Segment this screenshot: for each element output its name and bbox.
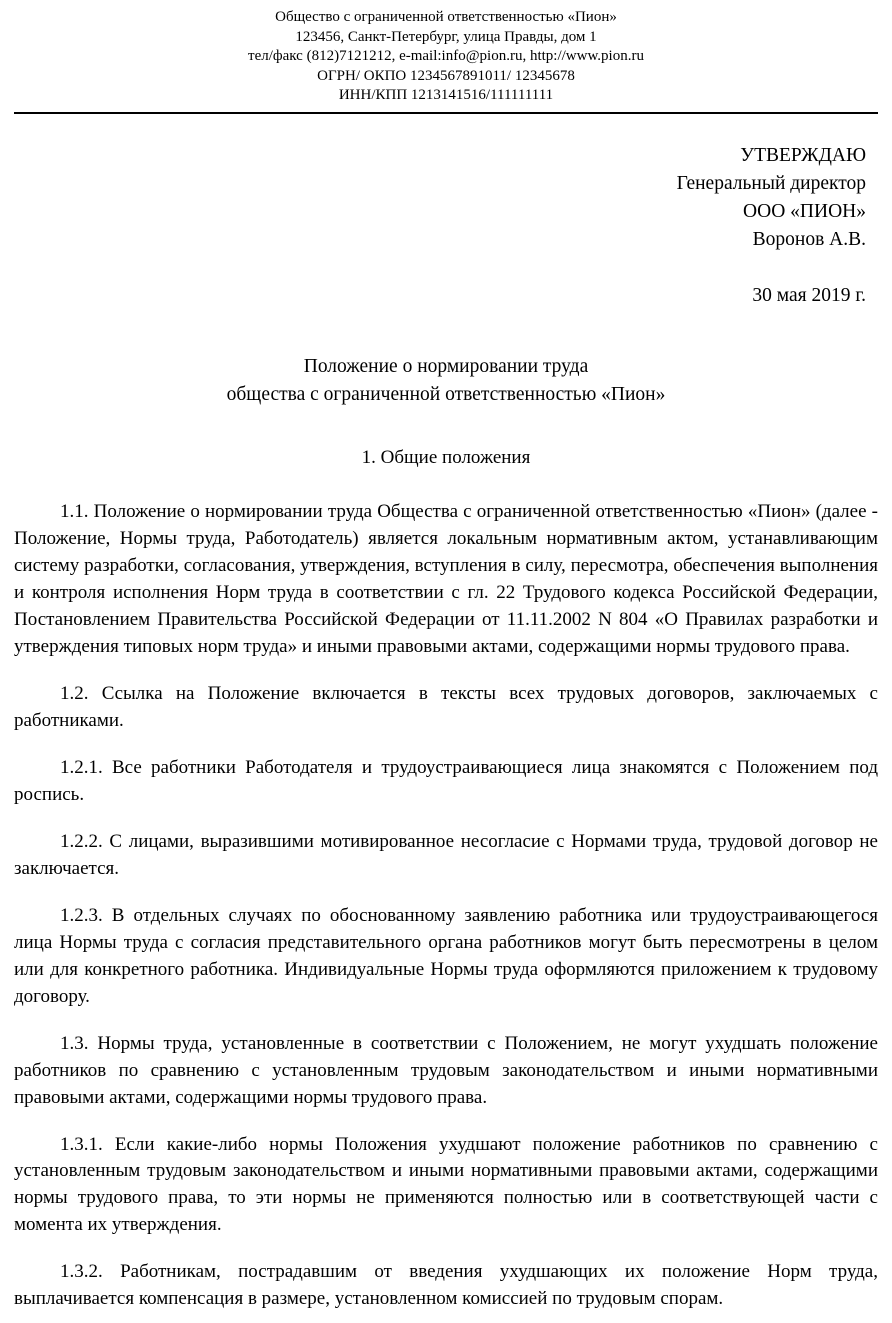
approval-date: 30 мая 2019 г. (752, 284, 866, 306)
letterhead-inn: ИНН/КПП 1213141516/111111111 (338, 87, 554, 103)
letterhead-company: Общество с ограниченной ответственностью «Пион» (275, 9, 617, 25)
document-title-line1: Положение о нормировании труда (303, 355, 589, 377)
document-title-line2: общества с ограниченной ответственностью «Пион» (226, 383, 666, 405)
paragraph-1-3-2: 1.3.2. Работникам, пострадавшим от введения ухудшающих их положение Норм труда, выплачивается компенсация в размере, установленном комиссией по трудовым спорам. (14, 1261, 878, 1310)
letterhead (14, 8, 878, 106)
approval-word: УТВЕРЖДАЮ (740, 144, 866, 166)
approval-organization: ООО «ПИОН» (743, 201, 866, 223)
section-heading: 1. Общие положения (361, 447, 531, 469)
paragraph-1-2: 1.2. Ссылка на Положение включается в тексты всех трудовых договоров, заключаемых с работниками. (14, 682, 878, 731)
letterhead-ogrn: ОГРН/ ОКПО 1234567891011/ 12345678 (317, 67, 575, 84)
letterhead-contacts: тел/факс (812)7121212, e-mail:info@pion.ru, http://www.pion.ru (248, 48, 644, 64)
paragraph-1-2-1: 1.2.1. Все работники Работодателя и трудоустраивающиеся лица знакомятся с Положением под роспись. (14, 756, 878, 805)
paragraph-1-3-1: 1.3.1. Если какие-либо нормы Положения ухудшают положение работников по сравнению с установленным трудовым законодательством и иными нормативными правовыми актами, содержащими нормы трудового права, то эти нормы не применяются полностью или в соответствующей части с момента их утверждения. (14, 1133, 878, 1236)
paragraph-1-3: 1.3. Нормы труда, установленные в соответствии с Положением, не могут ухудшать положение работников по сравнению с установленным трудовым законодательством и иными нормативными правовыми актами, содержащими нормы трудового права. (14, 1032, 878, 1108)
paragraph-1-2-3: 1.2.3. В отдельных случаях по обоснованному заявлению работника или трудоустраивающегося лица Нормы труда с согласия представительного органа работников могут быть пересмотрены в целом или для конкретного работника. Индивидуальные Нормы труда оформляются приложением к трудовому договору. (14, 904, 878, 1007)
paragraph-1-1: 1.1. Положение о нормировании труда Общества с ограниченной ответственностью «Пион» (далее - Положение, Нормы труда, Работодатель) является локальным нормативным актом, устанавливающим систему разработки, согласования, утверждения, вступления в силу, пересмотра, обеспечения выполнения и контроля исполнения Норм труда в соответствии с гл. 22 Трудового кодекса Российской Федерации, Постановлением Правительства Российской Федерации от 11.11.2002 N 804 «О Правилах разработки и утверждения типовых норм труда» и иными правовыми актами, содержащими нормы трудового права. (14, 501, 878, 657)
approval-name: Воронов А.В. (752, 229, 866, 251)
approval-block (14, 142, 878, 255)
paragraph-1-2-2: 1.2.2. С лицами, выразившими мотивированное несогласие с Нормами труда, трудовой договор не заключается. (14, 830, 878, 879)
letterhead-address: 123456, Санкт-Петербург, улица Правды, дом 1 (295, 28, 597, 45)
approval-position: Генеральный директор (676, 172, 866, 194)
header-divider (14, 112, 878, 114)
document-title (14, 353, 878, 410)
